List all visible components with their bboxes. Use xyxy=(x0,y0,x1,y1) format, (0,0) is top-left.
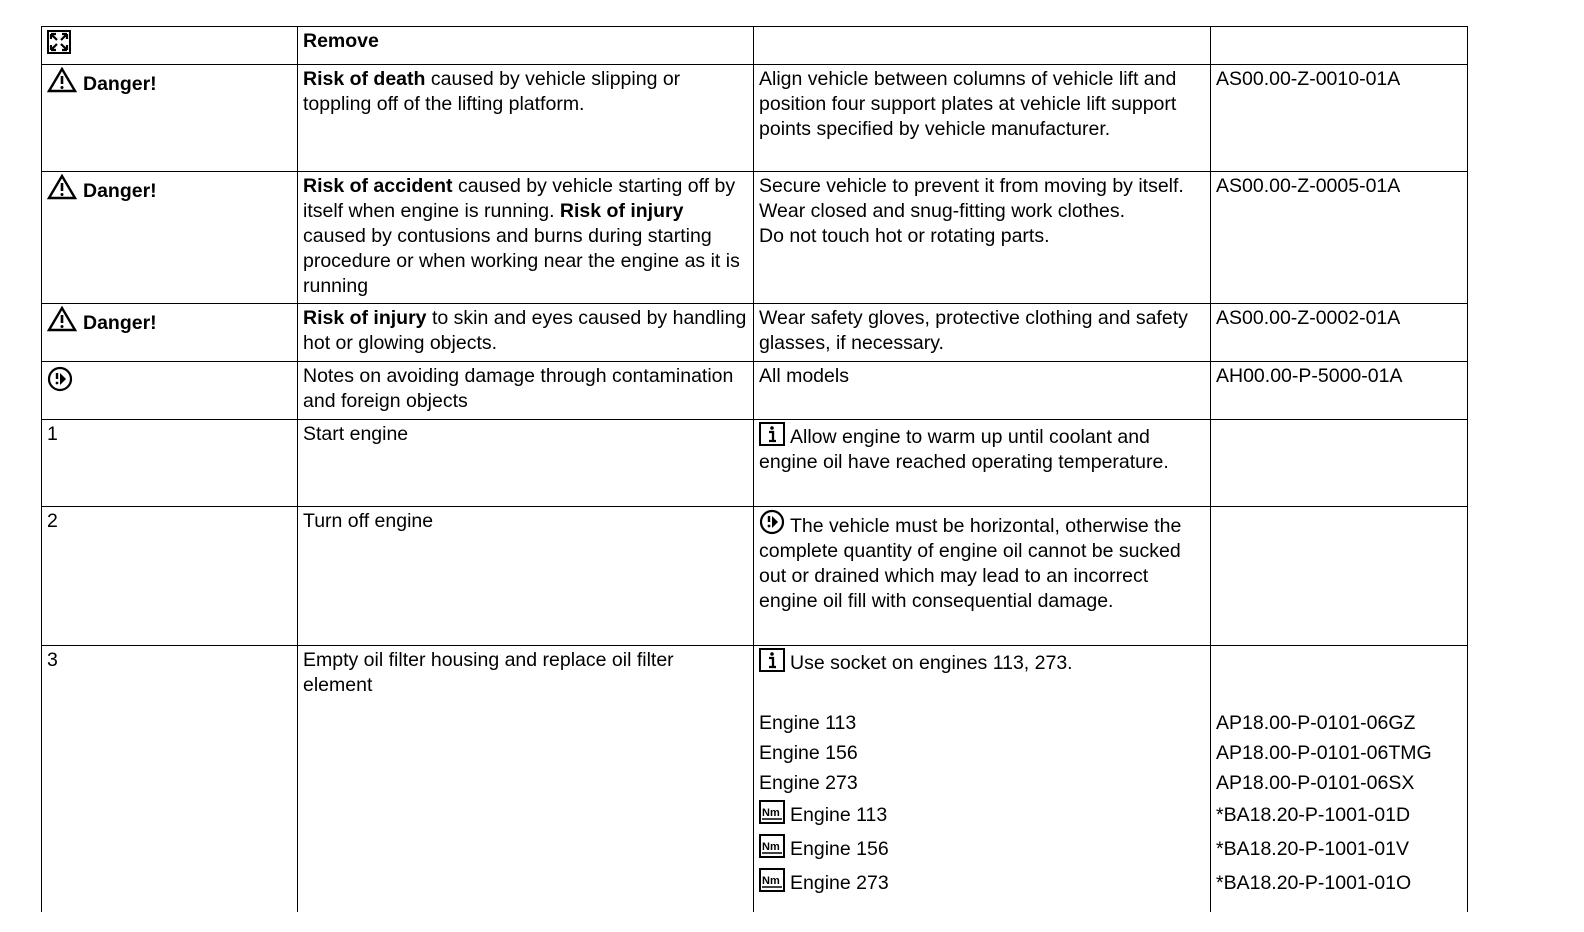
step-note: Allow engine to warm up until coolant and engine oil have reached operating temperature. xyxy=(759,426,1169,473)
engine-label: Engine 273 xyxy=(759,772,858,794)
warning-triangle-icon xyxy=(47,174,77,200)
risk-text-secondary: caused by contusions and burns during starting procedure or when working near the engine as it is running xyxy=(303,225,740,297)
instruction-line: Wear closed and snug-fitting work clothes. xyxy=(759,200,1125,222)
risk-text: caused by vehicle starting off by itself when engine is running. xyxy=(303,175,736,222)
info-icon xyxy=(759,648,785,672)
reference-cell xyxy=(1211,362,1468,420)
torque-nm-icon xyxy=(759,834,785,858)
danger-row xyxy=(42,65,1468,172)
warning-triangle-icon xyxy=(47,67,77,93)
instruction-cell xyxy=(754,65,1211,172)
header-row xyxy=(42,27,1468,65)
instruction-cell xyxy=(754,304,1211,362)
damage-notice-icon xyxy=(47,366,73,392)
reference-code: AS00.00-Z-0005-01A xyxy=(1216,175,1401,197)
instruction-line: Do not touch hot or rotating parts. xyxy=(759,225,1050,247)
instruction-text: Wear safety gloves, protective clothing and safety glasses, if necessary. xyxy=(759,307,1188,354)
notes-cell xyxy=(298,362,754,420)
header-empty-cell xyxy=(754,27,1211,65)
risk-text: to skin and eyes caused by handling hot or glowing objects. xyxy=(303,307,747,354)
danger-label-cell xyxy=(42,304,298,362)
engine-label: Engine 113 xyxy=(759,712,857,734)
instruction-cell xyxy=(754,362,1211,420)
reference-code: AS00.00-Z-0010-01A xyxy=(1216,68,1401,90)
torque-engine-label: Engine 156 xyxy=(790,838,889,860)
risk-cell xyxy=(298,65,754,172)
notes-row xyxy=(42,362,1468,420)
reference-code: *BA18.20-P-1001-01D xyxy=(1216,804,1411,826)
reference-code: AS00.00-Z-0002-01A xyxy=(1216,307,1401,329)
svg-text:Nm: Nm xyxy=(762,875,780,887)
risk-title-secondary: Risk of injury xyxy=(559,200,684,222)
risk-cell xyxy=(298,172,754,304)
step-action-cell xyxy=(298,507,754,646)
torque-row xyxy=(759,832,1205,866)
torque-row xyxy=(759,798,1205,832)
reference-code: AH00.00-P-5000-01A xyxy=(1216,365,1403,387)
step-row xyxy=(42,646,1468,912)
step-row xyxy=(42,420,1468,507)
remove-title: Remove xyxy=(303,30,379,52)
step-note-cell xyxy=(754,646,1211,912)
reference-cell xyxy=(1211,172,1468,304)
reference-code: AP18.00-P-0101-06GZ xyxy=(1216,712,1416,734)
warning-triangle-icon xyxy=(47,306,77,332)
procedure-table xyxy=(41,26,1468,912)
danger-row xyxy=(42,304,1468,362)
header-empty-cell xyxy=(1211,27,1468,65)
notes-text: Notes on avoiding damage through contamination and foreign objects xyxy=(303,365,734,412)
reference-cell xyxy=(1211,65,1468,172)
step-action-cell xyxy=(298,646,754,912)
torque-engine-label: Engine 273 xyxy=(790,872,889,894)
step-number: 3 xyxy=(47,649,58,671)
step-action-cell xyxy=(298,420,754,507)
instruction-line: Secure vehicle to prevent it from moving by itself. xyxy=(759,175,1184,197)
instruction-cell xyxy=(754,172,1211,304)
risk-text: caused by vehicle slipping or toppling off of the lifting platform. xyxy=(303,68,681,115)
step-action: Turn off engine xyxy=(303,510,434,532)
instruction-text: All models xyxy=(759,365,849,387)
step-note-cell xyxy=(754,507,1211,646)
risk-cell xyxy=(298,304,754,362)
reference-code: AP18.00-P-0101-06TMG xyxy=(1216,742,1432,764)
reference-code: AP18.00-P-0101-06SX xyxy=(1216,772,1415,794)
reference-cell xyxy=(1211,507,1468,646)
reference-code: *BA18.20-P-1001-01O xyxy=(1216,872,1412,894)
reference-cell xyxy=(1211,420,1468,507)
step-number-cell xyxy=(42,507,298,646)
danger-row xyxy=(42,172,1468,304)
risk-title: Risk of death xyxy=(303,68,426,90)
reference-cell xyxy=(1211,304,1468,362)
damage-notice-icon xyxy=(759,509,785,535)
header-icon-cell xyxy=(42,27,298,65)
remove-symbol-icon xyxy=(47,30,71,54)
danger-label: Danger! xyxy=(83,73,157,95)
reference-cell xyxy=(1211,646,1468,912)
risk-title: Risk of injury xyxy=(303,307,427,329)
engine-label: Engine 156 xyxy=(759,742,858,764)
danger-label-cell xyxy=(42,65,298,172)
step-number: 2 xyxy=(47,510,58,532)
risk-title: Risk of accident xyxy=(303,175,453,197)
instruction-text: Align vehicle between columns of vehicle lift and position four support plates at vehicle lift support points specified by vehicle manufacturer. xyxy=(759,68,1177,140)
svg-text:Nm: Nm xyxy=(762,807,780,819)
torque-nm-icon xyxy=(759,800,785,824)
step-action: Start engine xyxy=(303,423,409,445)
danger-label: Danger! xyxy=(83,180,157,202)
step-note: The vehicle must be horizontal, otherwise the complete quantity of engine oil cannot be sucked out or drained which may lead to an incorrect engine oil fill with consequential damage. xyxy=(759,515,1182,612)
step-row xyxy=(42,507,1468,646)
header-title xyxy=(298,27,754,65)
reference-code: *BA18.20-P-1001-01V xyxy=(1216,838,1409,860)
torque-row xyxy=(759,866,1205,900)
danger-label-cell xyxy=(42,172,298,304)
step-note: Use socket on engines 113, 273. xyxy=(790,652,1073,674)
torque-engine-label: Engine 113 xyxy=(790,804,888,826)
step-number: 1 xyxy=(47,423,58,445)
svg-text:Nm: Nm xyxy=(762,841,780,853)
torque-nm-icon xyxy=(759,868,785,892)
step-number-cell xyxy=(42,420,298,507)
notes-icon-cell xyxy=(42,362,298,420)
danger-label: Danger! xyxy=(83,312,157,334)
step-action: Empty oil filter housing and replace oil filter element xyxy=(303,649,674,696)
step-note-cell xyxy=(754,420,1211,507)
info-icon xyxy=(759,422,785,446)
step-number-cell xyxy=(42,646,298,912)
